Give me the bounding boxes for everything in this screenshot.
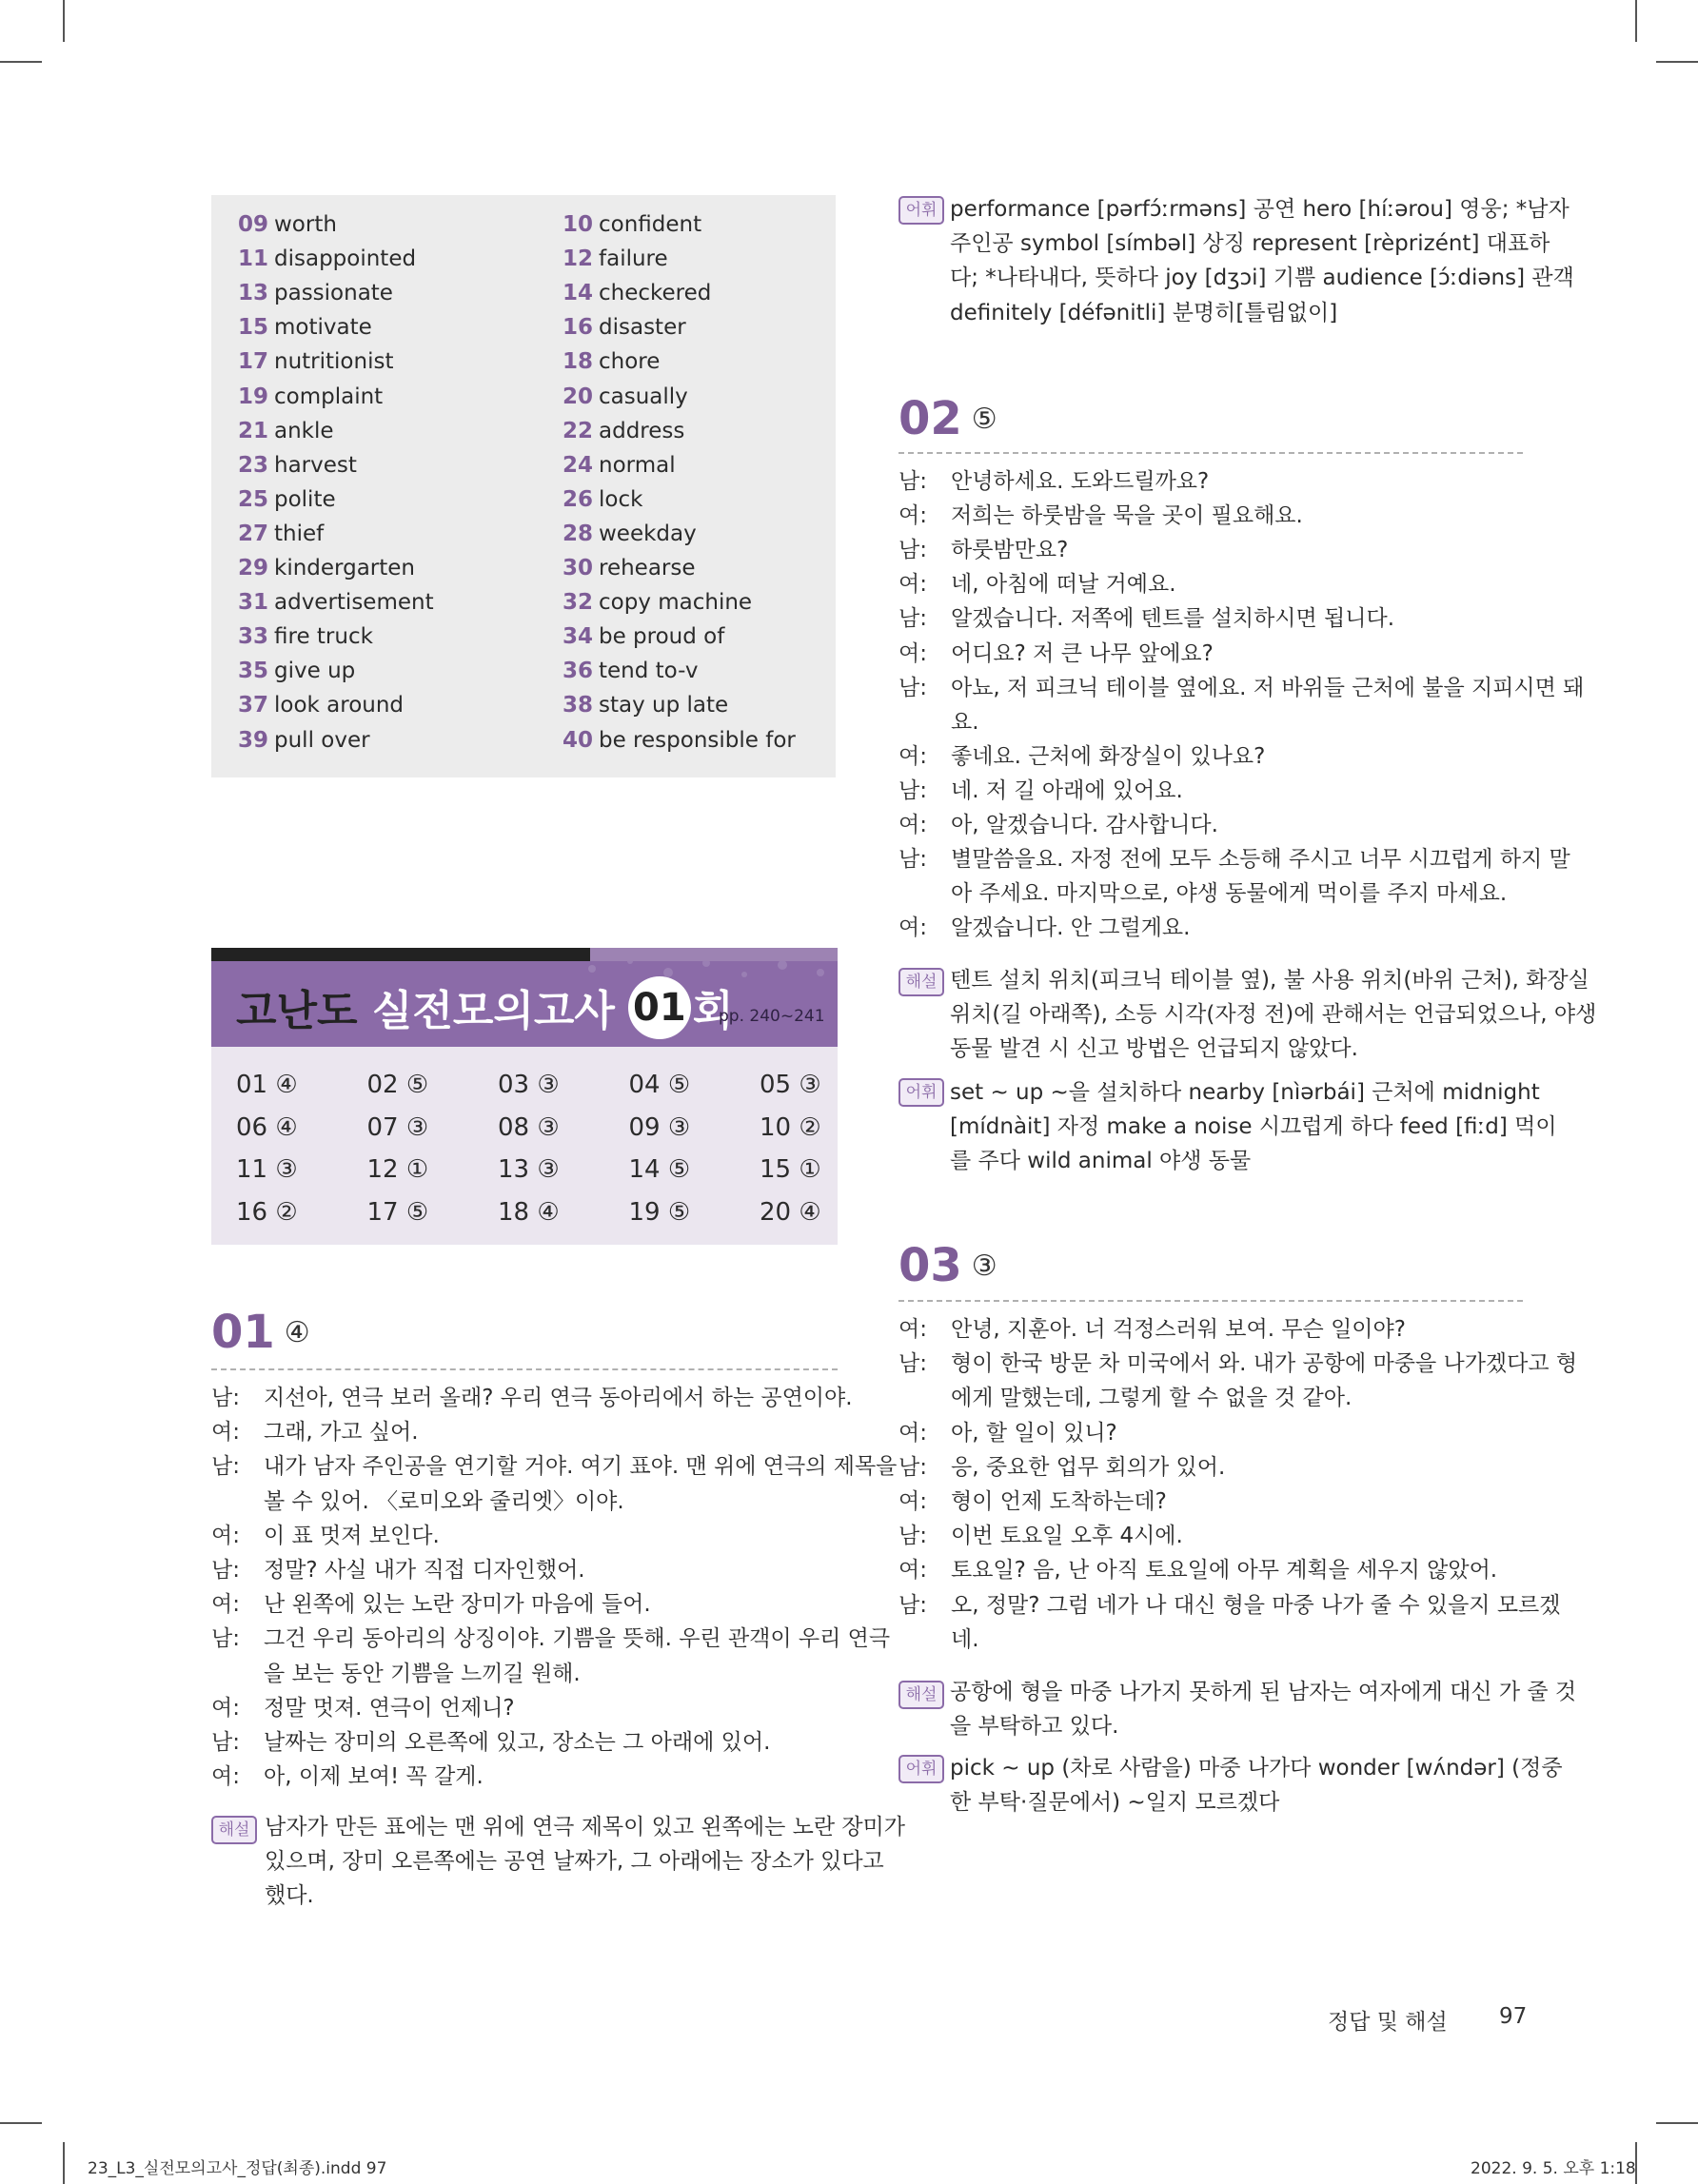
dialogue-line: 에게 말했는데, 그렇게 할 수 없을 것 같아. bbox=[951, 1386, 1352, 1411]
dialogue-line: 어디요? 저 큰 나무 앞에요? bbox=[951, 640, 1214, 666]
speaker-label: 남: bbox=[211, 1730, 240, 1755]
dialogue-line: 그건 우리 동아리의 상징이야. 기쁨을 뜻해. 우린 관객이 우리 연극 bbox=[264, 1626, 891, 1652]
vocab-line: performance [pərfɔ́ːrməns] 공연 hero [híːərou] 영웅; *남자 bbox=[950, 197, 1570, 222]
vocab-item bbox=[238, 482, 336, 517]
vocab-row bbox=[238, 276, 828, 310]
vocab-word: look around bbox=[274, 693, 405, 718]
speaker-label: 여: bbox=[898, 572, 927, 598]
vocab-number: 09 bbox=[238, 212, 269, 237]
vocab-number: 40 bbox=[563, 727, 594, 753]
answer-item: 02 ⑤ bbox=[366, 1071, 429, 1099]
dialogue-line: 내가 남자 주인공을 연기할 거야. 여기 표야. 맨 위에 연극의 제목을 bbox=[264, 1454, 898, 1480]
vocab-item bbox=[563, 688, 728, 722]
dialogue-line: 별말씀을요. 자정 전에 모두 소등해 주시고 너무 시끄럽게 하지 말 bbox=[951, 847, 1570, 873]
vocab-number: 21 bbox=[238, 418, 269, 443]
speaker-label: 여: bbox=[898, 915, 927, 941]
vocab-item bbox=[563, 551, 696, 585]
dialogue-line: 네. bbox=[951, 1626, 979, 1652]
vocab-item bbox=[563, 310, 686, 344]
vocab-word: advertisement bbox=[274, 590, 434, 616]
answer-item: 14 ⑤ bbox=[628, 1155, 691, 1184]
vocab-row bbox=[238, 380, 828, 414]
dashed-divider bbox=[898, 452, 1523, 454]
vocab-word: address bbox=[599, 418, 685, 443]
vocab-word: polite bbox=[274, 486, 336, 512]
vocab-row bbox=[238, 448, 828, 482]
speaker-label: 여: bbox=[211, 1523, 240, 1548]
vocab-item bbox=[563, 654, 698, 688]
vocab-row bbox=[238, 344, 828, 379]
vocab-word: disaster bbox=[599, 315, 686, 341]
answer-item: 10 ② bbox=[760, 1112, 821, 1142]
answer-item: 06 ④ bbox=[236, 1112, 298, 1142]
explanation-line: 공항에 형을 마중 나가지 못하게 된 남자는 여자에게 대신 가 줄 것 bbox=[950, 1680, 1577, 1704]
question-heading bbox=[211, 1306, 310, 1359]
answer-item: 18 ④ bbox=[498, 1197, 560, 1227]
dialogue-line: 토요일? 음, 난 아직 토요일에 아무 계획을 세우지 않았어. bbox=[951, 1558, 1498, 1584]
answer-item: 17 ⑤ bbox=[366, 1197, 429, 1227]
vocab-row bbox=[238, 414, 828, 448]
vocab-number: 20 bbox=[563, 384, 594, 409]
print-slug-file: 23_L3_실전모의고사_정답(최종).indd 97 bbox=[88, 2159, 387, 2178]
question-number: 01 bbox=[211, 1306, 275, 1359]
dialogue-line: 날짜는 장미의 오른쪽에 있고, 장소는 그 아래에 있어. bbox=[264, 1730, 771, 1755]
dialogue-line: 그래, 가고 싶어. bbox=[264, 1420, 419, 1446]
dialogue-line: 응, 중요한 업무 회의가 있어. bbox=[951, 1454, 1226, 1480]
dialogue-line: 난 왼쪽에 있는 노란 장미가 마음에 들어. bbox=[264, 1592, 651, 1618]
vocab-line: pick ~ up (차로 사람을) 마중 나가다 wonder [wʌ́ndər] (정중 bbox=[950, 1756, 1563, 1781]
vocab-number: 23 bbox=[238, 452, 269, 478]
vocab-number: 27 bbox=[238, 521, 269, 546]
answer-row bbox=[236, 1107, 821, 1149]
vocab-item bbox=[563, 414, 684, 448]
crop-mark bbox=[1656, 61, 1698, 63]
dialogue-line: 이번 토요일 오후 4시에. bbox=[951, 1524, 1183, 1549]
vocab-word: fire truck bbox=[274, 624, 373, 650]
vocab-number: 17 bbox=[238, 349, 269, 375]
speaker-label: 남: bbox=[898, 1592, 927, 1618]
explanation-line: 있으며, 장미 오른쪽에는 공연 날짜가, 그 아래에는 장소가 있다고 bbox=[265, 1849, 884, 1875]
dialogue-line: 네. 저 길 아래에 있어요. bbox=[951, 777, 1183, 803]
vocab-number: 26 bbox=[563, 486, 594, 512]
vocab-tag: 어휘 bbox=[898, 1755, 944, 1783]
vocab-line: 주인공 symbol [símbəl] 상징 represent [rèprizént] 대표하 bbox=[950, 231, 1550, 257]
vocab-word: worth bbox=[274, 212, 337, 237]
answer-item: 09 ③ bbox=[628, 1112, 691, 1142]
vocab-item bbox=[563, 482, 642, 517]
question-heading bbox=[898, 392, 997, 445]
vocab-number: 19 bbox=[238, 384, 269, 409]
round-number-badge: 01 bbox=[628, 976, 691, 1039]
vocab-word: weekday bbox=[599, 521, 697, 546]
vocab-item bbox=[238, 242, 416, 276]
vocab-tag: 어휘 bbox=[898, 1078, 944, 1107]
banner-top-accent bbox=[590, 948, 838, 961]
vocab-number: 33 bbox=[238, 624, 269, 650]
vocab-row bbox=[238, 482, 828, 517]
vocab-item bbox=[238, 688, 404, 722]
dialogue-line: 이 표 멋져 보인다. bbox=[264, 1523, 440, 1548]
dialogue-line: 하룻밤만요? bbox=[951, 538, 1069, 563]
speaker-label: 여: bbox=[898, 813, 927, 837]
vocab-row bbox=[238, 517, 828, 551]
dialogue-line: 안녕, 지훈아. 너 걱정스러워 보여. 무슨 일이야? bbox=[951, 1317, 1406, 1342]
crop-mark bbox=[0, 2122, 42, 2124]
question-heading bbox=[898, 1239, 997, 1292]
vocab-word: ankle bbox=[274, 418, 334, 443]
dialogue-line: 형이 언제 도착하는데? bbox=[951, 1489, 1167, 1514]
vocab-number: 22 bbox=[563, 418, 594, 443]
vocab-word: motivate bbox=[274, 315, 372, 341]
speaker-label: 여: bbox=[898, 1558, 927, 1584]
answer-item: 20 ④ bbox=[760, 1197, 821, 1227]
speaker-label: 남: bbox=[898, 1351, 927, 1377]
vocab-number: 11 bbox=[238, 246, 269, 272]
vocab-word: complaint bbox=[274, 384, 384, 409]
answer-item: 15 ① bbox=[760, 1155, 821, 1184]
vocab-word: kindergarten bbox=[274, 556, 415, 580]
vocab-row bbox=[238, 551, 828, 585]
vocab-item bbox=[238, 310, 372, 344]
speaker-label: 여: bbox=[211, 1592, 240, 1618]
answer-grid bbox=[211, 1047, 838, 1245]
vocab-item bbox=[238, 517, 324, 551]
banner-main bbox=[211, 961, 838, 1047]
speaker-label: 남: bbox=[898, 675, 927, 700]
dialogue-line: 정말? 사실 내가 직접 디자인했어. bbox=[264, 1558, 585, 1583]
vocab-item bbox=[238, 551, 415, 585]
answer-item: 11 ③ bbox=[236, 1155, 298, 1184]
dialogue-line: 저희는 하룻밤을 묵을 곳이 필요해요. bbox=[951, 503, 1303, 529]
vocab-number: 12 bbox=[563, 246, 594, 272]
question-number: 02 bbox=[898, 392, 962, 445]
vocab-item bbox=[238, 380, 383, 414]
speaker-label: 남: bbox=[211, 1386, 240, 1410]
answer-item: 01 ④ bbox=[236, 1071, 298, 1099]
dashed-divider bbox=[898, 1300, 1523, 1302]
answer-item: 05 ③ bbox=[760, 1071, 821, 1099]
answer-item: 12 ① bbox=[366, 1155, 429, 1184]
speaker-label: 여: bbox=[898, 1317, 927, 1342]
explanation-tag: 해설 bbox=[898, 968, 944, 996]
vocab-row bbox=[238, 242, 828, 276]
vocab-word: stay up late bbox=[599, 693, 729, 718]
vocab-item bbox=[563, 620, 724, 654]
answer-row bbox=[236, 1149, 821, 1190]
vocab-word: thief bbox=[274, 521, 325, 546]
speaker-label: 남: bbox=[211, 1558, 240, 1583]
page-number: 97 bbox=[1499, 2004, 1528, 2029]
vocab-word: normal bbox=[599, 452, 676, 478]
vocab-row bbox=[238, 207, 828, 242]
speaker-label: 여: bbox=[211, 1695, 240, 1721]
vocab-row bbox=[238, 620, 828, 654]
vocab-line: definitely [défənitli] 분명히[틀림없이] bbox=[950, 300, 1338, 325]
vocab-item bbox=[563, 723, 796, 758]
answer-row bbox=[236, 1064, 821, 1106]
question-answer: ③ bbox=[971, 1249, 997, 1283]
question-number: 03 bbox=[898, 1239, 962, 1292]
vocab-item bbox=[238, 207, 337, 242]
vocab-row bbox=[238, 310, 828, 344]
dialogue-line: 형이 한국 방문 차 미국에서 와. 내가 공항에 마중을 나가겠다고 형 bbox=[951, 1351, 1578, 1377]
test-banner bbox=[211, 948, 838, 1047]
answer-item: 08 ③ bbox=[498, 1112, 560, 1142]
speaker-label: 여: bbox=[898, 640, 927, 666]
dialogue-line: 지선아, 연극 보러 올래? 우리 연극 동아리에서 하는 공연이야. bbox=[264, 1386, 853, 1410]
vocab-number: 28 bbox=[563, 521, 594, 546]
vocab-word: chore bbox=[599, 349, 661, 375]
speaker-label: 여: bbox=[898, 1489, 927, 1514]
speaker-label: 남: bbox=[898, 538, 927, 563]
vocab-line: [mídnàit] 자정 make a noise 시끄럽게 하다 feed [fiːd] 먹이 bbox=[950, 1114, 1557, 1140]
vocab-number: 38 bbox=[563, 693, 594, 718]
vocab-row bbox=[238, 688, 828, 722]
speaker-label: 남: bbox=[211, 1626, 240, 1652]
round-suffix: 회 bbox=[692, 987, 734, 1035]
explanation-line: 텐트 설치 위치(피크닉 테이블 옆), 불 사용 위치(바위 근처), 화장실 bbox=[950, 968, 1589, 993]
speaker-label: 여: bbox=[898, 1420, 927, 1446]
vocab-number: 16 bbox=[563, 315, 594, 341]
vocab-word: failure bbox=[599, 246, 668, 272]
speaker-label: 여: bbox=[211, 1420, 240, 1446]
vocab-row bbox=[238, 654, 828, 688]
speaker-label: 남: bbox=[898, 469, 927, 494]
speaker-label: 남: bbox=[898, 1524, 927, 1549]
dialogue-line: 정말 멋져. 연극이 언제니? bbox=[264, 1695, 515, 1721]
speaker-label: 여: bbox=[898, 743, 927, 769]
vocab-item bbox=[563, 380, 688, 414]
crop-mark bbox=[1656, 2122, 1698, 2124]
vocab-item bbox=[563, 448, 676, 482]
vocab-word: confident bbox=[599, 212, 702, 237]
answer-row bbox=[236, 1191, 821, 1233]
dialogue-line: 아, 이제 보여! 꼭 갈게. bbox=[264, 1764, 484, 1790]
answer-item: 16 ② bbox=[236, 1197, 298, 1227]
vocab-word: checkered bbox=[599, 281, 712, 306]
vocab-word: nutritionist bbox=[274, 349, 394, 375]
vocab-word: disappointed bbox=[274, 246, 417, 272]
dialogue-line: 알겠습니다. 안 그럴게요. bbox=[951, 915, 1191, 941]
crop-mark bbox=[63, 0, 65, 42]
dialogue-line: 아뇨, 저 피크닉 테이블 옆에요. 저 바위들 근처에 불을 지피시면 돼 bbox=[951, 675, 1585, 700]
vocab-number: 10 bbox=[563, 212, 594, 237]
explanation-line: 남자가 만든 표에는 맨 위에 연극 제목이 있고 왼쪽에는 노란 장미가 bbox=[265, 1815, 905, 1840]
explanation-line: 했다. bbox=[265, 1883, 314, 1909]
vocab-line: 를 주다 wild animal 야생 동물 bbox=[950, 1149, 1252, 1174]
vocab-word: pull over bbox=[274, 727, 370, 753]
vocab-item bbox=[238, 344, 393, 379]
crop-mark bbox=[63, 2142, 65, 2184]
vocab-item bbox=[563, 242, 668, 276]
dialogue-line: 오, 정말? 그럼 네가 나 대신 형을 마중 나가 줄 수 있을지 모르겠 bbox=[951, 1592, 1561, 1618]
footer-section-title: 정답 및 해설 bbox=[1328, 2010, 1448, 2035]
vocab-item bbox=[238, 448, 357, 482]
vocab-word: be responsible for bbox=[599, 727, 796, 753]
vocab-number: 18 bbox=[563, 349, 594, 375]
vocab-item bbox=[238, 276, 393, 310]
dashed-divider bbox=[211, 1368, 838, 1370]
explanation-line: 을 부탁하고 있다. bbox=[950, 1714, 1119, 1740]
vocab-word: harvest bbox=[274, 452, 357, 478]
explanation-line: 위치(길 아래쪽), 소등 시각(자정 전)에 관해서는 언급되었으나, 야생 bbox=[950, 1002, 1597, 1028]
explanation-tag: 해설 bbox=[898, 1681, 944, 1709]
vocab-number: 15 bbox=[238, 315, 269, 341]
vocab-word: tend to-v bbox=[599, 659, 699, 684]
vocab-number: 14 bbox=[563, 281, 594, 306]
dialogue-line: 네, 아침에 떠날 거예요. bbox=[951, 572, 1176, 598]
vocab-line: 다; *나타내다, 뜻하다 joy [dʒɔi] 기쁨 audience [ɔ́ːdiəns] 관객 bbox=[950, 266, 1574, 291]
dialogue-line: 을 보는 동안 기쁨을 느끼길 원해. bbox=[264, 1661, 581, 1686]
banner-title-main: 실전모의고사 bbox=[371, 987, 615, 1035]
vocab-number: 29 bbox=[238, 556, 269, 580]
vocab-number: 32 bbox=[563, 590, 594, 616]
vocab-word: copy machine bbox=[599, 590, 753, 616]
vocab-word: passionate bbox=[274, 281, 393, 306]
dialogue-line: 요. bbox=[951, 709, 979, 735]
crop-mark bbox=[1635, 0, 1637, 42]
vocab-item bbox=[238, 414, 334, 448]
vocab-item bbox=[238, 723, 370, 758]
speaker-label: 여: bbox=[898, 503, 927, 529]
dialogue-line: 좋네요. 근처에 화장실이 있나요? bbox=[951, 743, 1266, 769]
speaker-label: 여: bbox=[211, 1764, 240, 1790]
banner-title-dark: 고난도 bbox=[236, 987, 358, 1035]
speaker-label: 남: bbox=[211, 1454, 240, 1480]
vocab-row bbox=[238, 585, 828, 620]
speaker-label: 남: bbox=[898, 1454, 927, 1480]
vocab-number: 35 bbox=[238, 659, 269, 684]
vocab-number: 30 bbox=[563, 556, 594, 580]
vocab-answer-box bbox=[211, 195, 836, 777]
banner-pages: pp. 240~241 bbox=[719, 1007, 825, 1026]
vocab-row bbox=[238, 723, 828, 758]
vocab-number: 34 bbox=[563, 624, 594, 650]
vocab-item bbox=[563, 517, 697, 551]
speaker-label: 남: bbox=[898, 847, 927, 873]
vocab-item bbox=[563, 585, 752, 620]
explanation-tag: 해설 bbox=[211, 1816, 257, 1844]
dialogue-line: 볼 수 있어. 〈로미오와 줄리엣〉이야. bbox=[264, 1488, 624, 1514]
question-answer: ⑤ bbox=[971, 403, 997, 436]
vocab-number: 36 bbox=[563, 659, 594, 684]
vocab-word: give up bbox=[274, 659, 356, 684]
dialogue-line: 아 주세요. 마지막으로, 야생 동물에게 먹이를 주지 마세요. bbox=[951, 881, 1508, 907]
vocab-line: 한 부탁·질문에서) ~일지 모르겠다 bbox=[950, 1790, 1280, 1816]
vocab-number: 39 bbox=[238, 727, 269, 753]
vocab-number: 37 bbox=[238, 693, 269, 718]
explanation-line: 동물 발견 시 신고 방법은 언급되지 않았다. bbox=[950, 1036, 1358, 1062]
vocab-number: 31 bbox=[238, 590, 269, 616]
answer-item: 07 ③ bbox=[366, 1112, 429, 1142]
vocab-word: be proud of bbox=[599, 624, 725, 650]
vocab-number: 25 bbox=[238, 486, 269, 512]
banner-title bbox=[236, 976, 733, 1045]
print-slug-date: 2022. 9. 5. 오후 1:18 bbox=[1471, 2159, 1636, 2178]
vocab-word: casually bbox=[599, 384, 688, 409]
vocab-word: rehearse bbox=[599, 556, 696, 580]
vocab-tag: 어휘 bbox=[898, 196, 944, 225]
dialogue-line: 알겠습니다. 저쪽에 텐트를 설치하시면 됩니다. bbox=[951, 606, 1395, 632]
answer-item: 13 ③ bbox=[498, 1155, 560, 1184]
dialogue-line: 아, 알겠습니다. 감사합니다. bbox=[951, 813, 1218, 837]
vocab-line: set ~ up ~을 설치하다 nearby [nìərbái] 근처에 midnight bbox=[950, 1080, 1540, 1105]
speaker-label: 남: bbox=[898, 777, 927, 803]
vocab-word: lock bbox=[599, 486, 643, 512]
speaker-label: 남: bbox=[898, 606, 927, 632]
crop-mark bbox=[0, 61, 42, 63]
vocab-number: 24 bbox=[563, 452, 594, 478]
vocab-item bbox=[238, 654, 355, 688]
dialogue-line: 아, 할 일이 있니? bbox=[951, 1420, 1117, 1446]
vocab-item bbox=[563, 344, 660, 379]
vocab-number: 13 bbox=[238, 281, 269, 306]
question-answer: ④ bbox=[284, 1316, 310, 1349]
dialogue-line: 안녕하세요. 도와드릴까요? bbox=[951, 469, 1210, 494]
answer-item: 03 ③ bbox=[498, 1071, 560, 1099]
vocab-item bbox=[238, 620, 373, 654]
vocab-item bbox=[238, 585, 434, 620]
answer-item: 19 ⑤ bbox=[628, 1197, 691, 1227]
answer-item: 04 ⑤ bbox=[628, 1071, 691, 1099]
vocab-item bbox=[563, 207, 701, 242]
vocab-item bbox=[563, 276, 711, 310]
